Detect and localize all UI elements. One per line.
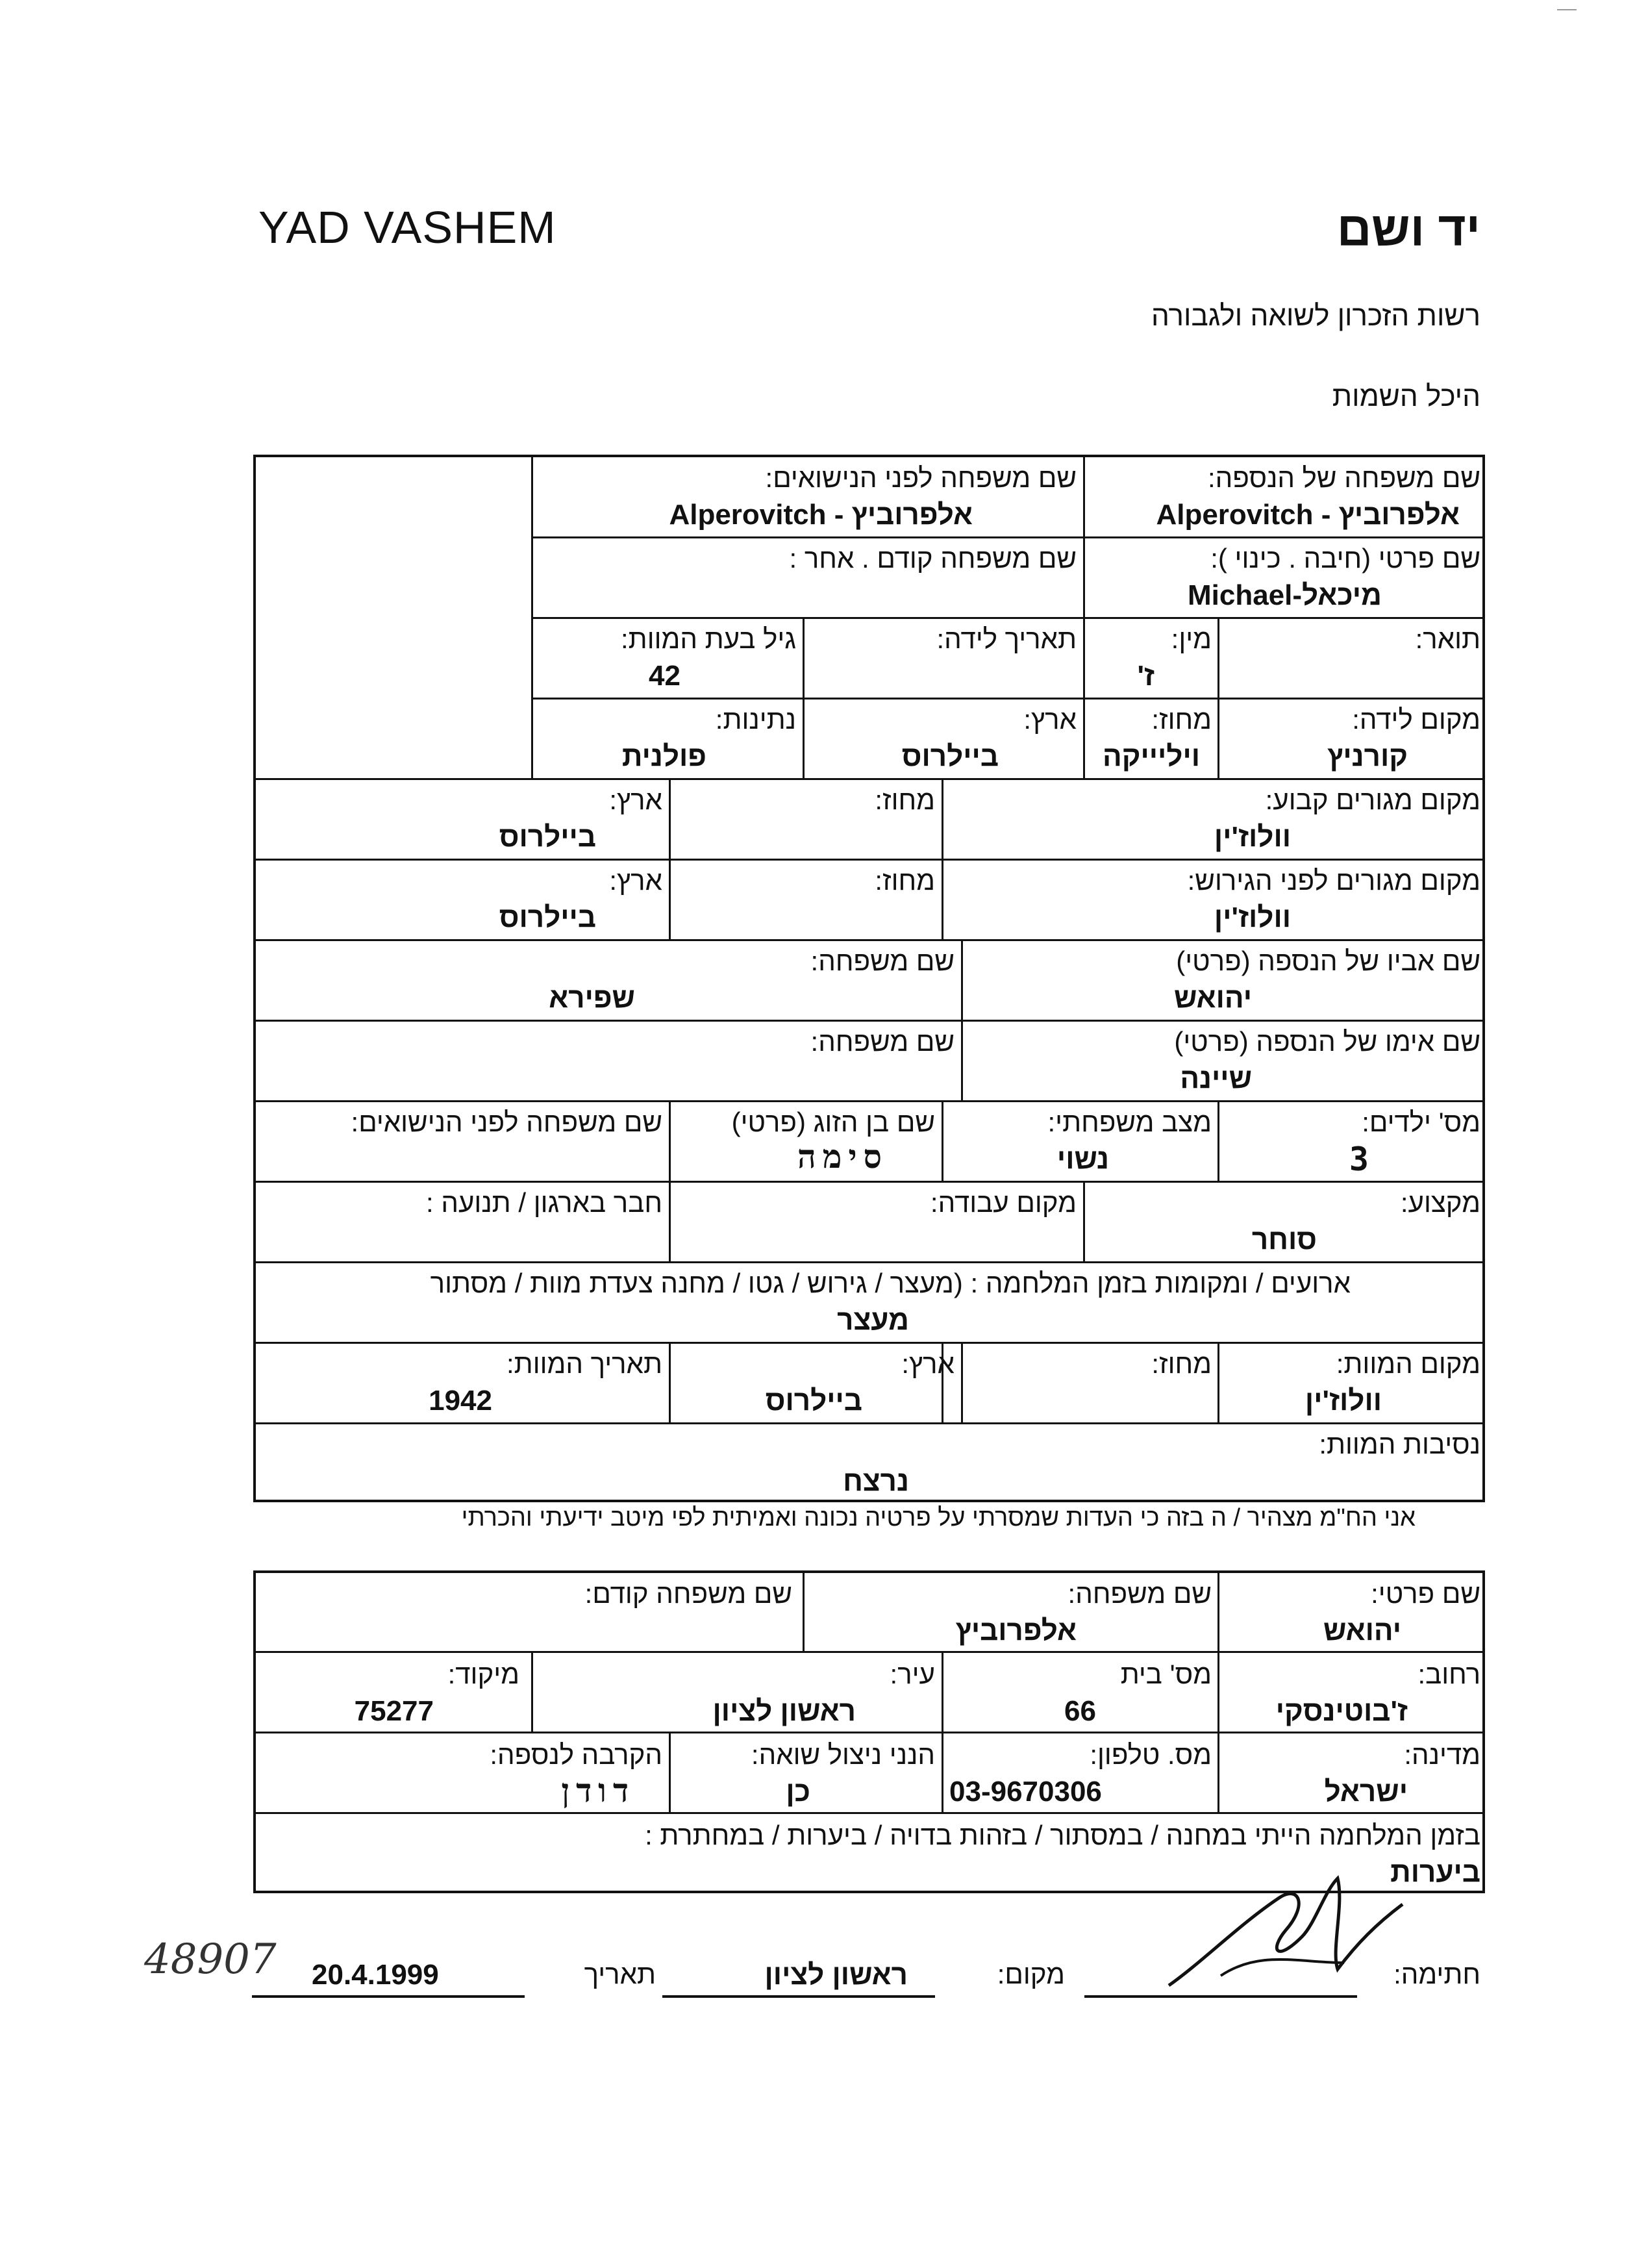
house-number-value: 66	[1064, 1695, 1096, 1727]
birth-district-value: ויליייקה	[1102, 740, 1200, 772]
death-date-value: 1942	[429, 1385, 492, 1417]
residence-value: וולוז'ין	[1214, 821, 1291, 853]
profession-value: סוחר	[1251, 1224, 1317, 1255]
age-value: 42	[649, 660, 680, 692]
death-circumstances-label: נסיבות המוות:	[1319, 1429, 1480, 1459]
children-count-label: מס' ילדים:	[1362, 1107, 1480, 1137]
wartime-location-value: ביערות	[1390, 1856, 1480, 1888]
war-events-label: ארועים / ומקומות בזמן המלחמה : (מעצר / גירוש / גטו / מחנה צעדת מוות / מסתור	[430, 1268, 1351, 1298]
org-member-label: חבר בארגון / תנועה :	[426, 1187, 662, 1218]
victim-firstname-label: שם פרטי (חיבה . כינוי ):	[1210, 543, 1480, 573]
nationality-label: נתינות:	[715, 704, 796, 735]
death-district-label: מחוז:	[1151, 1348, 1212, 1379]
witness-country-label: מדינה:	[1404, 1739, 1480, 1770]
witness-lastname-label: שם משפחה:	[1067, 1578, 1212, 1609]
death-circumstances-value: נרצח	[843, 1465, 909, 1497]
survivor-label: הנני ניצול שואה:	[751, 1739, 935, 1770]
marital-status-value: נשוי	[1056, 1143, 1109, 1175]
birthdate-label: תאריך לידה:	[936, 624, 1077, 654]
witness-prev-lastname-label: שם משפחה קודם:	[584, 1578, 792, 1609]
father-lastname-value: שפירא	[549, 982, 635, 1014]
spouse-name-label: שם בן הזוג (פרטי)	[731, 1107, 935, 1137]
place-value: ראשון לציון	[764, 1959, 908, 1991]
age-label: גיל בעת המוות:	[621, 624, 796, 654]
street-label: רחוב:	[1417, 1659, 1480, 1689]
birthplace-label: מקום לידה:	[1352, 704, 1480, 735]
prewar-residence-label: מקום מגורים לפני הגירוש:	[1187, 865, 1480, 896]
mother-name-value: שיינה	[1180, 1063, 1252, 1094]
date-value: 20.4.1999	[312, 1959, 439, 1991]
witness-lastname-value: אלפרוביץ	[955, 1615, 1077, 1646]
gender-label: מין:	[1171, 624, 1212, 654]
handwritten-record-number: 48907	[144, 1935, 277, 1984]
house-number-label: מס' בית	[1120, 1659, 1212, 1689]
phone-label: מס. טלפון:	[1090, 1739, 1212, 1770]
birth-district-label: מחוז:	[1151, 704, 1212, 735]
survivor-value: כן	[786, 1776, 810, 1808]
prev-lastname-label: שם משפחה קודם . אחר :	[789, 543, 1077, 573]
profession-label: מקצוע:	[1400, 1187, 1480, 1218]
prewar-country-value: ביילרוס	[499, 901, 596, 933]
date-label: תאריך	[584, 1959, 656, 1989]
nationality-value: פולנית	[621, 740, 706, 772]
spouse-maiden-label: שם משפחה לפני הנישואים:	[351, 1107, 662, 1137]
city-label: עיר:	[890, 1659, 935, 1689]
org-name-hebrew: יד ושם	[1336, 202, 1480, 256]
wartime-location-label: בזמן המלחמה הייתי במחנה / במסתור / בזהות בדויה / ביערות / במחתרת :	[645, 1820, 1480, 1850]
residence-country-label: ארץ:	[609, 785, 662, 815]
place-label: מקום:	[997, 1959, 1065, 1989]
father-lastname-label: שם משפחה:	[810, 946, 955, 976]
mother-name-label: שם אימו של הנספה (פרטי)	[1174, 1026, 1480, 1057]
maiden-name-label: שם משפחה לפני הנישואים:	[765, 462, 1077, 493]
declaration-text: אני הח"מ מצהיר / ה בזה כי העדות שמסרתי על פרטיה נכונה ואמיתית לפי מיטב ידיעתי והכרתי	[461, 1504, 1416, 1531]
relation-label: הקרבה לנספה:	[490, 1739, 662, 1770]
birthplace-value: קורניץ	[1327, 740, 1408, 772]
prewar-residence-value: וולוז'ין	[1214, 901, 1291, 933]
street-value: ז'בוטינסקי	[1275, 1695, 1408, 1727]
signature-label: חתימה:	[1393, 1959, 1480, 1989]
workplace-label: מקום עבודה:	[930, 1187, 1077, 1218]
spouse-name-value: סימה	[797, 1138, 888, 1176]
father-name-label: שם אביו של הנספה (פרטי)	[1176, 946, 1480, 976]
victim-lastname-label: שם משפחה של הנספה:	[1207, 462, 1480, 493]
war-events-value: מעצר	[837, 1304, 909, 1336]
father-name-value: יהואש	[1174, 982, 1252, 1014]
zip-value: 75277	[354, 1695, 434, 1727]
birth-country-value: ביילרוס	[901, 740, 999, 772]
death-country-value: ביילרוס	[765, 1385, 862, 1417]
victim-lastname-value: אלפרוביץ - Alperovitch	[1156, 499, 1460, 531]
zip-label: מיקוד:	[447, 1659, 519, 1689]
signature-image	[1143, 1865, 1416, 2002]
death-place-label: מקום המוות:	[1336, 1348, 1480, 1379]
relation-value: דודן	[561, 1772, 635, 1809]
hall-of-names: היכל השמות	[1332, 381, 1480, 412]
prewar-district-label: מחוז:	[875, 865, 935, 896]
death-country-label: ארץ:	[901, 1348, 955, 1379]
children-count-value: 3	[1349, 1140, 1375, 1178]
birth-country-label: ארץ:	[1023, 704, 1077, 735]
death-place-value: וולוז'ין	[1305, 1385, 1382, 1417]
residence-label: מקום מגורים קבוע:	[1265, 785, 1480, 815]
witness-firstname-label: שם פרטי:	[1371, 1578, 1480, 1609]
gender-value: ז'	[1137, 660, 1155, 692]
witness-firstname-value: יהואש	[1323, 1615, 1401, 1646]
title-label: תואר:	[1415, 624, 1480, 654]
residence-country-value: ביילרוס	[499, 821, 596, 853]
witness-country-value: ישראל	[1324, 1776, 1408, 1808]
authority-name: רשות הזכרון לשואה ולגבורה	[1151, 300, 1480, 332]
maiden-name-value: אלפרוביץ - Alperovitch	[669, 499, 973, 531]
victim-firstname-value: מיכאל-Michael	[1187, 579, 1382, 611]
phone-value: 03-9670306	[949, 1776, 1102, 1808]
corner-mark	[1557, 9, 1577, 10]
death-date-label: תאריך המוות:	[506, 1348, 662, 1379]
org-name-english: YAD VASHEM	[258, 202, 556, 253]
prewar-country-label: ארץ:	[609, 865, 662, 896]
marital-status-label: מצב משפחתי:	[1047, 1107, 1212, 1137]
mother-lastname-label: שם משפחה:	[810, 1026, 955, 1057]
date-line	[252, 1995, 525, 1998]
residence-district-label: מחוז:	[875, 785, 935, 815]
place-line	[662, 1995, 935, 1998]
city-value: ראשון לציון	[712, 1695, 856, 1727]
